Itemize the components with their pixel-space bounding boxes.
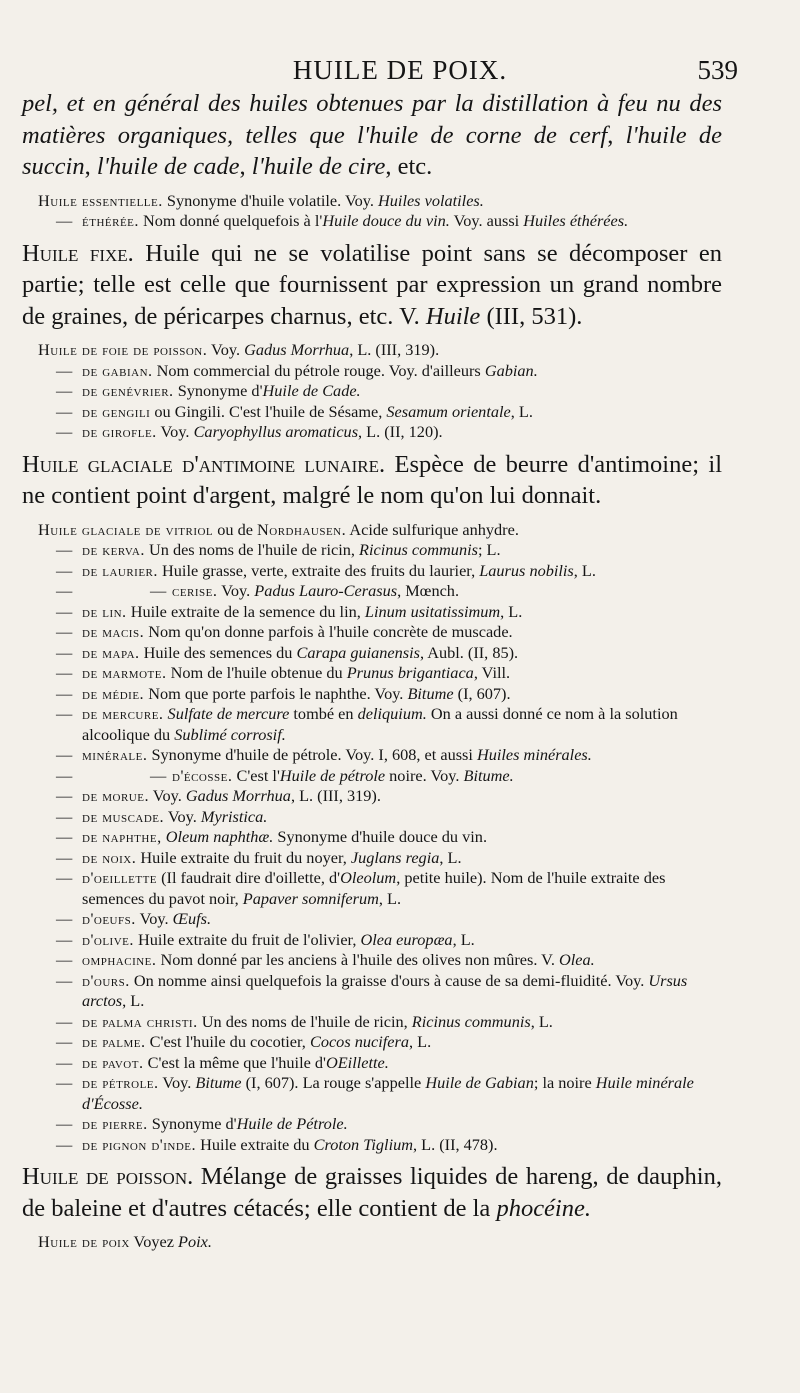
entry-text: ou Gingili. C'est l'huile de Sésame, — [150, 401, 387, 421]
ditto-dash: — — [56, 909, 73, 928]
ditto-dash: — — [56, 622, 73, 641]
entry-text: ; L. — [477, 540, 501, 559]
entry-ref: Huile de Cade. — [262, 381, 361, 400]
entry-text: Espèce de beurre d'antimoine; il ne contient point d'argent, malgré le nom qu'on lui donnait. — [22, 450, 722, 509]
ditto-dash: — — [56, 642, 73, 662]
entry-ref: Sulfate de mercure — [163, 704, 290, 723]
entry-text: Voy. aussi — [449, 211, 524, 230]
entry-text: , L. (II, 478). — [413, 1134, 498, 1154]
entry-text: Nom donné par les anciens à l'huile des olives non mûres. V. — [156, 950, 559, 969]
headword: de pignon d'inde. — [82, 1134, 197, 1154]
headword: de girofle. — [82, 422, 157, 441]
headword: éthérée. — [82, 211, 139, 230]
entry-de-noix — [22, 848, 722, 869]
entry-etheree — [22, 211, 722, 232]
headword: Huile essentielle. — [38, 190, 163, 210]
entry-ref: Huile de Pétrole. — [236, 1114, 348, 1133]
entry-huile-de-poisson — [22, 1161, 722, 1224]
entry-ref: Ursus arctos — [82, 970, 688, 1010]
entry-d-olive — [22, 930, 722, 951]
headword: de macis. — [82, 622, 145, 641]
entry-block-foie — [22, 340, 722, 443]
entry-ref: Sublimé corrosif. — [174, 724, 286, 744]
entry-text: Huile qui ne se volatilise point sans se décomposer en partie; telle est celle que fournissent par expression un grand nombre de graines, de péricarpes charnus, etc. V. — [22, 239, 722, 330]
entry-text: , L. — [439, 847, 462, 867]
ditto-dash: — — [150, 765, 167, 785]
intro-sep: , — [84, 153, 97, 180]
headword: Huile fixe. — [22, 239, 134, 267]
entry-text: Un des noms de l'huile de ricin, — [197, 1011, 412, 1031]
ditto-dash: — — [56, 929, 73, 949]
entry-ref: Huiles volatiles. — [378, 190, 484, 210]
headword: Huile glaciale de vitriol — [38, 519, 214, 539]
page-body — [22, 88, 722, 1253]
page-number: 539 — [697, 55, 738, 85]
entry-text: , petite huile). Nom de l'huile extraite des semences du pavot noir, — [82, 868, 666, 908]
entry-text: Voy. — [156, 422, 194, 441]
intro-paragraph — [22, 88, 722, 183]
headword: de muscade. — [82, 806, 165, 826]
entry-huile-glaciale-antimoine — [22, 449, 722, 512]
ditto-dash: — — [56, 765, 73, 785]
headword: de genévrier. — [82, 381, 174, 400]
ditto-dash: — — [56, 868, 73, 887]
headword: de marmote. — [82, 663, 167, 682]
ditto-dash: — — [56, 683, 73, 703]
entry-text: On nomme ainsi quelquefois la graisse d'ours à cause de sa demi-fluidité. Voy. — [129, 970, 649, 990]
entry-ref: Linum usitatissimum — [364, 601, 501, 621]
entry-text: Huile extraite du fruit du noyer, — [136, 847, 351, 867]
headword: d'oeufs. — [82, 909, 136, 928]
entry-ref: Sesamum orientale — [386, 401, 511, 421]
entry-ref: OEillette. — [325, 1052, 389, 1072]
entry-ref: Cocos nucifera — [309, 1032, 409, 1051]
entry-text: C'est l' — [232, 765, 280, 785]
entry-ref: Ricinus communis — [359, 540, 478, 559]
entry-text: Voyez — [129, 1232, 179, 1251]
ditto-dash: — — [56, 847, 73, 867]
headword: de morue. — [82, 786, 150, 805]
headword: Nordhausen. — [257, 519, 347, 539]
entry-ref: Padus Lauro-Cerasus — [254, 581, 398, 600]
ditto-dash: — — [56, 360, 73, 380]
entry-ref: Croton Tiglium — [313, 1134, 413, 1154]
headword: omphacine. — [82, 950, 157, 969]
entry-huile-de-foie — [22, 340, 722, 361]
entry-text: Voy. — [149, 786, 186, 805]
headword: de kerva. — [82, 540, 145, 559]
entry-ref: Bitume — [407, 683, 454, 703]
entry-text: Huile des semences du — [139, 642, 297, 662]
entry-text: , Aubl. (II, 85). — [419, 642, 519, 662]
ditto-dash: — — [56, 704, 73, 723]
entry-text: Synonyme d' — [147, 1114, 237, 1133]
entry-ref: deliquium. — [357, 704, 427, 723]
entry-de-girofle — [22, 422, 722, 443]
entry-ref: Huile douce du vin. — [322, 211, 450, 230]
entry-block-essentielle — [22, 191, 722, 232]
entry-text: , L. (II, 120). — [358, 422, 443, 441]
entry-text: Voy. — [135, 909, 173, 928]
entry-ref: Olea europæa — [360, 929, 453, 949]
entry-text: , L. — [122, 991, 145, 1010]
headword: de palma christi. — [82, 1011, 198, 1031]
ditto-dash: — — [56, 560, 73, 580]
entry-text: ou de — [213, 519, 258, 539]
headword: de noix. — [82, 847, 137, 867]
entry-text: Voy. — [158, 1073, 196, 1092]
entry-text: , L. (III, 319). — [349, 340, 440, 359]
entry-text: , L. — [378, 888, 402, 908]
entry-de-pierre — [22, 1114, 722, 1135]
running-head: HUILE DE POIX. — [292, 55, 508, 85]
entry-text: , L. — [452, 929, 475, 949]
entry-text: tombé en — [289, 704, 358, 723]
entry-text: Nom donné quelquefois à l' — [138, 211, 323, 230]
headword: de pétrole. — [82, 1073, 159, 1092]
ditto-dash: — — [56, 1032, 73, 1051]
entry-text: noire. Voy. — [385, 765, 464, 785]
entry-ref: Caryophyllus aromaticus — [193, 422, 359, 441]
headword: Huile de poix — [38, 1232, 130, 1251]
entry-text: Huile extraite du fruit de l'olivier, — [133, 929, 361, 949]
entry-de-palma-christi — [22, 1012, 722, 1033]
entry-ref: Huile minérale d'Écosse. — [82, 1073, 694, 1113]
entry-text: , Vill. — [473, 663, 511, 682]
entry-ref: Papaver somniferum — [242, 888, 379, 908]
entry-ref: Poix. — [178, 1232, 212, 1251]
ditto-dash: — — [56, 211, 73, 230]
entry-de-macis — [22, 622, 722, 643]
entry-d-ecosse — [22, 766, 722, 787]
headword: de lin. — [82, 601, 127, 621]
ditto-dash: — — [56, 401, 73, 421]
entry-ref: Olea. — [558, 950, 595, 969]
headword: Huile de foie de poisson. — [38, 340, 208, 359]
entry-ref: Bitume — [195, 1073, 242, 1092]
entry-d-oeufs — [22, 909, 722, 930]
entry-text: ; la noire — [533, 1073, 596, 1092]
entry-huile-fixe — [22, 238, 722, 333]
ditto-dash: — — [56, 601, 73, 621]
ditto-dash: — — [56, 581, 73, 600]
ditto-dash: — — [56, 1052, 73, 1072]
entry-de-palme — [22, 1032, 722, 1053]
entry-text: C'est l'huile du cocotier, — [145, 1032, 310, 1051]
entry-ref: Prunus brigantiaca — [346, 663, 474, 682]
entry-de-genevrier — [22, 381, 722, 402]
entry-text: (Il faudrait dire d'oillette, d' — [157, 868, 341, 887]
entry-text: (III, 531). — [480, 302, 583, 330]
entry-ref: Laurus nobilis — [479, 560, 574, 580]
headword: de palme. — [82, 1032, 146, 1051]
intro-sep: , — [607, 121, 626, 149]
entry-de-kerva — [22, 540, 722, 561]
headword: d'écosse. — [172, 765, 233, 785]
entry-text: Huile extraite du — [196, 1134, 314, 1154]
entry-de-mercure — [22, 704, 722, 745]
entry-de-gabian — [22, 361, 722, 382]
ditto-dash: — — [56, 827, 73, 846]
intro-term: l'huile de cade — [96, 153, 240, 180]
entry-text: Nom qu'on donne parfois à l'huile concrète de muscade. — [144, 622, 513, 641]
entry-ref: phocéine. — [496, 1194, 591, 1222]
ditto-dash: — — [56, 1073, 73, 1092]
entry-text: Synonyme d'huile volatile. Voy. — [162, 190, 379, 210]
ditto-dash: — — [56, 663, 73, 682]
entry-huile-de-poix — [22, 1232, 722, 1253]
intro-term: l'huile de corne de cerf — [357, 121, 608, 149]
entry-ref: Gabian. — [484, 360, 538, 380]
entry-huile-glaciale-vitriol — [22, 520, 722, 541]
entry-de-medie — [22, 684, 722, 705]
headword: de pierre. — [82, 1114, 148, 1133]
entry-text: , L. (III, 319). — [290, 786, 381, 805]
entry-de-mapa — [22, 643, 722, 664]
entry-text: Synonyme d' — [173, 381, 263, 400]
entry-text: Un des noms de l'huile de ricin, — [144, 540, 360, 559]
headword: minérale. — [82, 745, 148, 764]
entry-ref: Gadus Morrhua — [185, 786, 291, 805]
headword: Huile de poisson. — [22, 1163, 194, 1190]
ditto-dash: — — [56, 950, 73, 969]
entry-text: On a aussi donné ce nom à la solution alcoolique du — [82, 704, 678, 744]
headword: de pavot. — [82, 1052, 144, 1072]
ditto-dash: — — [56, 381, 73, 400]
entry-text: , L. — [573, 560, 596, 580]
entry-text: Synonyme d'huile douce du vin. — [273, 827, 488, 846]
entry-text: Acide sulfurique anhydre. — [346, 519, 519, 539]
headword: cerise. — [172, 581, 218, 600]
entry-minerale — [22, 745, 722, 766]
intro-term: l'huile de succin — [22, 121, 723, 180]
entry-block-vitriol — [22, 520, 722, 1156]
ditto-dash: — — [56, 1114, 73, 1133]
entry-de-marmote — [22, 663, 722, 684]
entry-d-oeillette — [22, 868, 722, 909]
ditto-dash: — — [56, 540, 73, 559]
entry-text: Nom de l'huile obtenue du — [166, 663, 347, 682]
entry-text: Synonyme d'huile de pétrole. Voy. I, 608, et aussi — [147, 745, 477, 764]
intro-term: l'huile de cire — [251, 153, 386, 180]
entry-ref: Huiles éthérées. — [523, 211, 629, 230]
entry-cerise — [22, 581, 722, 602]
entry-ref: Oleolum — [340, 868, 397, 887]
entry-text: , L. — [510, 401, 533, 421]
entry-ref: Bitume. — [463, 765, 514, 785]
entry-omphacine — [22, 950, 722, 971]
ditto-dash: — — [56, 786, 73, 805]
headword: de mercure. — [82, 704, 164, 723]
entry-text: Huile extraite de la semence du lin, — [126, 601, 365, 621]
entry-text: (I, 607). La rouge s'appelle — [241, 1073, 426, 1092]
entry-ref: Huiles minérales. — [476, 745, 592, 764]
entry-de-gengili — [22, 402, 722, 423]
entry-text: Voy. — [164, 806, 201, 826]
entry-text: Nom commercial du pétrole rouge. Voy. d'ailleurs — [152, 360, 485, 380]
headword: Huile glaciale d'antimoine lunaire. — [22, 450, 386, 478]
entry-text: Voy. — [207, 340, 245, 359]
headword: de mapa. — [82, 642, 140, 662]
ditto-dash: — — [56, 422, 73, 441]
headword: d'olive. — [82, 929, 134, 949]
headword: d'oeillette — [82, 868, 158, 887]
entry-ref: Carapa guianensis — [296, 642, 420, 662]
entry-text: , L. — [408, 1032, 432, 1051]
entry-de-morue — [22, 786, 722, 807]
entry-de-muscade — [22, 807, 722, 828]
intro-end: , etc. — [385, 153, 433, 180]
intro-text: pel, et en général des huiles obtenues par la distillation à feu nu des matières organiques, telles que — [22, 90, 722, 149]
entry-ref: Ricinus communis — [411, 1011, 531, 1031]
entry-ref: Oleum naphthæ. — [165, 827, 274, 846]
ditto-dash: — — [150, 581, 167, 600]
entry-de-petrole — [22, 1073, 722, 1114]
entry-text: , L. — [500, 601, 523, 621]
headword: d'ours. — [82, 970, 130, 990]
entry-text: (I, 607). — [453, 683, 511, 703]
entry-ref: Juglans regia — [350, 847, 440, 867]
entry-text: Voy. — [217, 581, 255, 600]
entry-ref: Œufs. — [172, 909, 212, 928]
headword: de gabian. — [82, 360, 153, 380]
ditto-dash: — — [56, 806, 73, 826]
entry-de-laurier — [22, 561, 722, 582]
headword: de laurier. — [82, 560, 158, 580]
entry-d-ours — [22, 971, 722, 1012]
entry-ref: Myristica. — [200, 806, 268, 826]
entry-text: Huile grasse, verte, extraite des fruits du laurier, — [157, 560, 480, 580]
ditto-dash: — — [56, 970, 73, 990]
headword: de gengili — [82, 401, 151, 421]
headword: de médie. — [82, 683, 145, 703]
entry-text: , Mœnch. — [397, 581, 460, 600]
entry-text: Mélange de graisses liquides de hareng, de dauphin, de baleine et d'autres cétacés; elle contient de la — [22, 1163, 722, 1222]
entry-ref: Gadus Morrhua — [244, 340, 350, 359]
entry-de-naphthe — [22, 827, 722, 848]
entry-ref: Huile — [425, 302, 481, 330]
entry-text: Nom que porte parfois le naphthe. Voy. — [144, 683, 408, 703]
entry-ref: Huile de pétrole — [279, 765, 386, 785]
entry-de-lin — [22, 602, 722, 623]
ditto-dash: — — [56, 745, 73, 764]
entry-text: , L. — [530, 1011, 553, 1031]
entry-ref: Huile de Gabian — [425, 1073, 534, 1092]
entry-de-pavot — [22, 1053, 722, 1074]
entry-huile-essentielle — [22, 191, 722, 212]
headword: de naphthe, — [82, 827, 162, 846]
ditto-dash: — — [56, 1134, 73, 1154]
entry-text: C'est la même que l'huile d' — [143, 1052, 326, 1072]
entry-de-pignon-d-inde — [22, 1135, 722, 1156]
intro-sep: , — [239, 153, 252, 180]
ditto-dash: — — [56, 1011, 73, 1031]
